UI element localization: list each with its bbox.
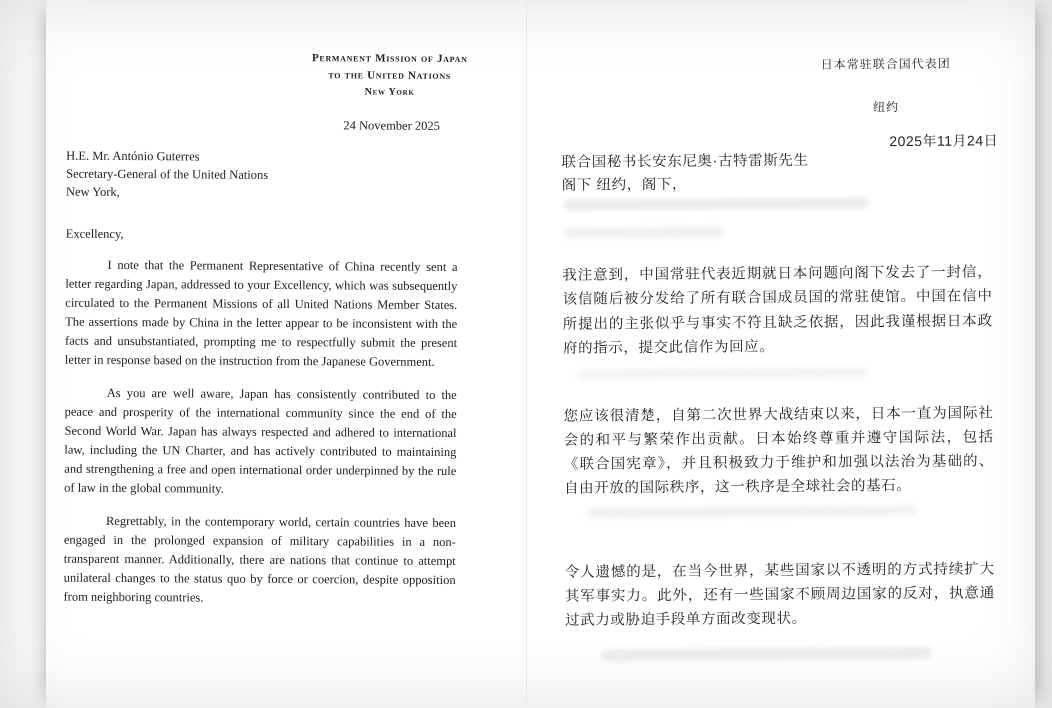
recipient-name-zh: 联合国秘书长安东尼奥·古特雷斯先生 bbox=[561, 152, 809, 171]
chinese-letter-content bbox=[524, 0, 1038, 708]
paragraph-zh-3: 令人遗憾的是，在当今世界，某些国家以不透明的方式持续扩大其军事实力。此外，还有一些国家不顾周边国家的反对，执意通过武力或胁迫手段单方面改变现状。 bbox=[564, 561, 995, 629]
mission-letterhead bbox=[280, 50, 500, 101]
english-letter-content bbox=[44, 0, 528, 708]
paragraph-en-1: I note that the Permanent Representative of China recently sent a letter regarding Japan, addressed to your Excellency, which was subsequently circulated to the Permanent Missions of all United Nations Member States. The assertions made by China in the letter appear to be inconsistent with the facts and unsubstantiated, prompting me to respectfully submit the present letter in response based on the instruction from the Japanese Government. bbox=[64, 258, 458, 370]
chinese-letter-page bbox=[527, 0, 1035, 708]
paragraph-zh-1: 我注意到，中国常驻代表近期就日本问题向阁下发去了一封信，该信随后被分发给了所有联合国成员国的常驻使馆。中国在信中所提出的主张似乎与事实不符且缺乏依据，因此我谨根据日本政府的指示，提交此信作为回应。 bbox=[562, 264, 993, 357]
chinese-letter-body bbox=[561, 148, 995, 632]
recipient-block-zh bbox=[561, 148, 991, 198]
recipient-title: Secretary-General of the United Nations bbox=[66, 166, 269, 183]
scan-bleedthrough-artifact bbox=[601, 647, 931, 662]
recipient-block-en bbox=[66, 147, 458, 204]
mission-letterhead-zh: 日本常驻联合国代表团 bbox=[820, 56, 951, 72]
letterhead-line-1: Permanent Mission of Japan bbox=[311, 52, 468, 66]
english-letter-body bbox=[63, 147, 458, 610]
recipient-name: H.E. Mr. António Guterres bbox=[66, 148, 200, 164]
recipient-salutation-zh: 阁下 纽约，阁下， bbox=[561, 176, 688, 194]
letterhead-line-2: to the United Nations bbox=[328, 69, 452, 83]
letter-date-en: 24 November 2025 bbox=[343, 118, 440, 133]
english-letter-page bbox=[46, 0, 526, 708]
salutation-en: Excellency, bbox=[65, 227, 124, 242]
letterhead-line-3: New York bbox=[364, 86, 415, 98]
paragraph-en-3: Regrettably, in the contemporary world, certain countries have been engaged in the prolonged expansion of military capabilities in a non-transparent manner. Additionally, there are nations that continue to attempt unilateral changes to the status quo by force or coercion, despite opposition from neighboring countries. bbox=[63, 514, 457, 605]
recipient-city: New York, bbox=[65, 184, 120, 200]
paragraph-zh-2: 您应该很清楚，自第二次世界大战结束以来，日本一直为国际社会的和平与繁荣作出贡献。日本始终尊重并遵守国际法，包括《联合国宪章》，并且积极致力于维护和加强以法治为基础的、自由开放的国际秩序，这一秩序是全球社会的基石。 bbox=[563, 404, 994, 497]
letterhead-city-zh: 纽约 bbox=[873, 100, 900, 115]
paragraph-en-2: As you are well aware, Japan has consistently contributed to the peace and prosperity of the international community since the end of the Second World War. Japan has always respected and adhered to international law, including the UN Charter, and has actively contributed to maintaining and strengthening a free and open international order underpinned by the rule of law in the global community. bbox=[64, 386, 457, 496]
letter-date-zh: 2025年11月24日 bbox=[889, 132, 999, 150]
